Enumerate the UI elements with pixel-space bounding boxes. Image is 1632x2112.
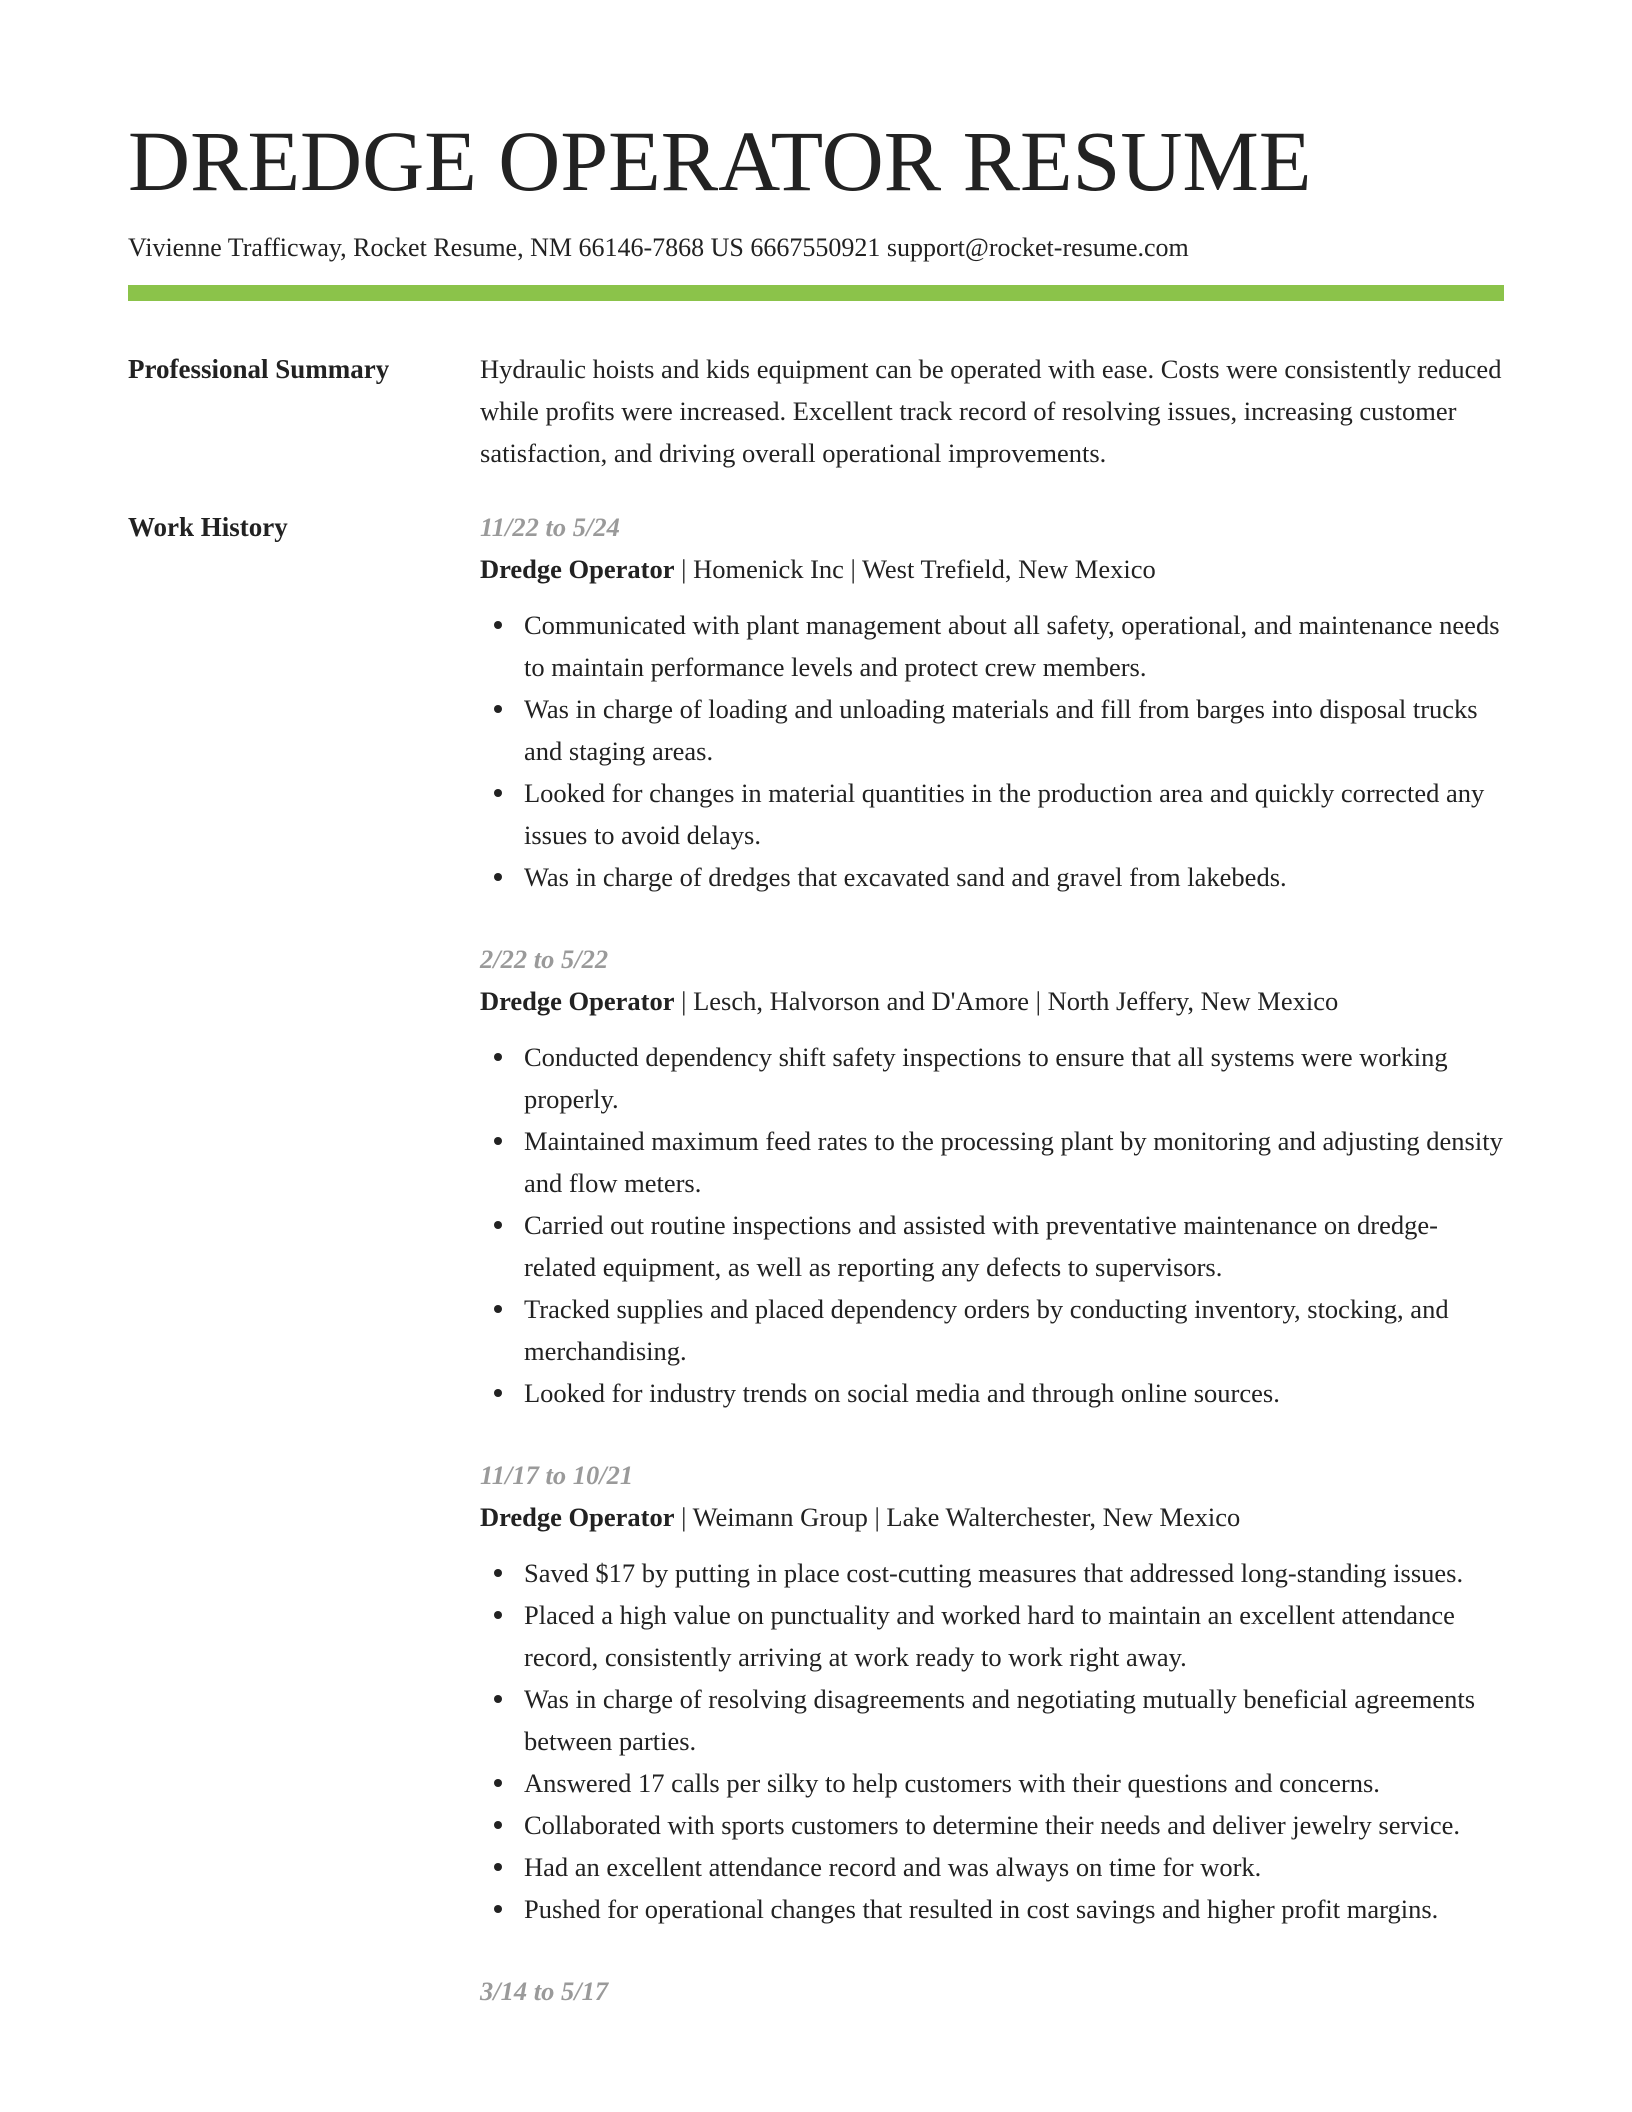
job-bullet-list: [480, 1036, 1504, 1414]
job-bullet: Maintained maximum feed rates to the processing plant by monitoring and adjusting density and flow meters.: [524, 1120, 1504, 1204]
job-employer-location: | Homenick Inc | West Trefield, New Mexico: [674, 554, 1156, 584]
job-bullet: Answered 17 calls per silky to help customers with their questions and concerns.: [524, 1762, 1504, 1804]
job-bullet: Had an excellent attendance record and was always on time for work.: [524, 1846, 1504, 1888]
job-bullet-list: [480, 604, 1504, 898]
professional-summary-body: [480, 348, 1504, 474]
job-bullet: Placed a high value on punctuality and worked hard to maintain an excellent attendance record, consistently arriving at work ready to work right away.: [524, 1594, 1504, 1678]
job-bullet: Tracked supplies and placed dependency orders by conducting inventory, stocking, and merchandising.: [524, 1288, 1504, 1372]
job-bullet: Was in charge of dredges that excavated sand and gravel from lakebeds.: [524, 856, 1504, 898]
job-title-line: [480, 1496, 1504, 1538]
job-bullet: Pushed for operational changes that resulted in cost savings and higher profit margins.: [524, 1888, 1504, 1930]
section-label-work-history: Work History: [128, 512, 288, 542]
job-dates: 2/22 to 5/22: [480, 944, 609, 974]
page-title: DREDGE OPERATOR RESUME: [128, 113, 1312, 209]
job-role: Dredge Operator: [480, 554, 675, 584]
job-employer-location: | Lesch, Halvorson and D'Amore | North Jeffery, New Mexico: [674, 986, 1339, 1016]
job-dates: 11/22 to 5/24: [480, 512, 620, 542]
job-entry: [480, 1970, 1504, 2012]
job-bullet: Was in charge of loading and unloading materials and fill from barges into disposal trucks and staging areas.: [524, 688, 1504, 772]
job-role: Dredge Operator: [480, 986, 675, 1016]
header-divider: [128, 285, 1504, 301]
job-bullet-list: [480, 1552, 1504, 1930]
job-dates: 11/17 to 10/21: [480, 1460, 634, 1490]
job-bullet: Collaborated with sports customers to determine their needs and deliver jewelry service.: [524, 1804, 1504, 1846]
job-bullet: Looked for changes in material quantities in the production area and quickly corrected any issues to avoid delays.: [524, 772, 1504, 856]
job-entry: [480, 938, 1504, 1414]
contact-info: Vivienne Trafficway, Rocket Resume, NM 66146-7868 US 6667550921 support@rocket-resume.com: [128, 233, 1189, 262]
job-role: Dredge Operator: [480, 1502, 675, 1532]
job-entry: [480, 506, 1504, 898]
job-bullet: Was in charge of resolving disagreements and negotiating mutually beneficial agreements between parties.: [524, 1678, 1504, 1762]
job-bullet: Saved $17 by putting in place cost-cutting measures that addressed long-standing issues.: [524, 1552, 1504, 1594]
job-dates: 3/14 to 5/17: [480, 1976, 609, 2006]
job-title-line: [480, 548, 1504, 590]
section-label-professional-summary: Professional Summary: [128, 354, 390, 384]
job-bullet: Looked for industry trends on social media and through online sources.: [524, 1372, 1504, 1414]
job-bullet: Communicated with plant management about all safety, operational, and maintenance needs to maintain performance levels and protect crew members.: [524, 604, 1504, 688]
professional-summary-text: Hydraulic hoists and kids equipment can be operated with ease. Costs were consistently reduced while profits were increased. Excellent track record of resolving issues, increasing customer satisfaction, and driving overall operational improvements.: [480, 354, 1502, 468]
job-title-line: [480, 980, 1504, 1022]
job-bullet: Conducted dependency shift safety inspections to ensure that all systems were working properly.: [524, 1036, 1504, 1120]
job-employer-location: | Weimann Group | Lake Walterchester, New Mexico: [674, 1502, 1241, 1532]
job-entry: [480, 1454, 1504, 1930]
job-bullet: Carried out routine inspections and assisted with preventative maintenance on dredge-related equipment, as well as reporting any defects to supervisors.: [524, 1204, 1504, 1288]
work-history-list: [480, 506, 1504, 2052]
